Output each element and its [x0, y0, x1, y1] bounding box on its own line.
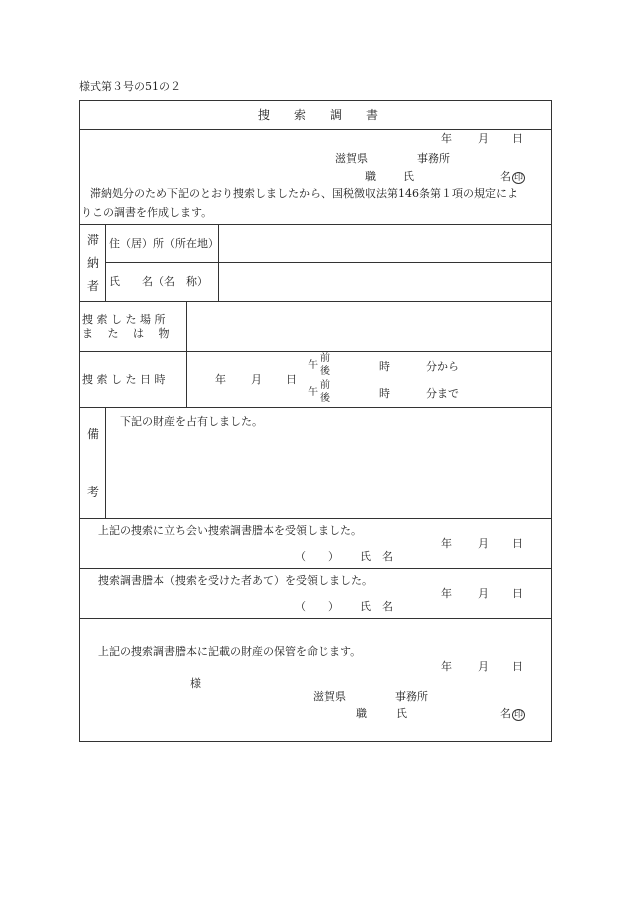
custody-date-year: 年 [441, 660, 452, 673]
seal-icon: 印 [514, 710, 524, 720]
datetime-label: 捜 索 し た 日 時 [82, 373, 166, 386]
issuer-name [500, 171, 525, 183]
search-report-form [79, 100, 552, 742]
searched-party-statement: 捜索調書謄本（捜索を受けた者あて）を受領しました。 [98, 574, 373, 587]
witness-date-day: 日 [512, 537, 523, 550]
start-from: 分から [426, 360, 459, 373]
header-date-day: 日 [512, 132, 523, 145]
witness-paren: （ ） [295, 550, 339, 563]
issuer-surname: 氏 [403, 170, 414, 183]
witness-date-year: 年 [441, 537, 452, 550]
place-divider [186, 301, 187, 407]
issuer-name-label: 名 [500, 170, 511, 183]
searched-party-date-day: 日 [512, 587, 523, 600]
datetime-section-divider [80, 407, 551, 408]
issuer-post: 職 [365, 170, 376, 183]
form-title: 捜 索 調 書 [258, 108, 379, 122]
remarks-label-bottom: 考 [86, 485, 99, 499]
title-divider [80, 129, 551, 130]
custody-office: 事務所 [395, 690, 428, 703]
statement-line-1: 滞納処分のため下記のとおり捜索しましたから、国税徴収法第146条第１項の規定によ [90, 187, 518, 200]
delinquent-section-divider [80, 301, 551, 302]
searched-party-paren: （ ） [295, 600, 339, 613]
datetime-year: 年 [215, 373, 226, 386]
custody-post: 職 [356, 707, 367, 720]
form-id: 様式第３号の51の２ [79, 80, 181, 93]
witness-date-month: 月 [478, 537, 489, 550]
header-date-month: 月 [478, 132, 489, 145]
place-section-divider [80, 351, 551, 352]
searched-party-date-month: 月 [478, 587, 489, 600]
seal-icon: 印 [514, 173, 524, 183]
delinquent-label-char-3: 者 [86, 279, 99, 293]
start-noon-char: 午 [308, 360, 318, 371]
place-label-line-1: 捜 索 し た 場 所 [82, 313, 166, 326]
searched-party-date-year: 年 [441, 587, 452, 600]
end-hour: 時 [379, 387, 390, 400]
delinquent-label-char-2: 納 [86, 256, 99, 270]
statement-line-2: りこの調書を作成します。 [81, 206, 213, 219]
remarks-text: 下記の財産を占有しました。 [120, 415, 263, 428]
delinquent-row-divider [105, 262, 551, 263]
custody-name [500, 708, 525, 720]
witness-statement: 上記の捜索に立ち会い捜索調書謄本を受領しました。 [98, 524, 362, 537]
custody-prefecture: 滋賀県 [313, 690, 346, 703]
custody-statement: 上記の捜索調書謄本に記載の財産の保管を命じます。 [98, 645, 362, 658]
searched-party-section-divider [80, 618, 551, 619]
name-label: 氏 名（名 称） [109, 275, 208, 288]
custody-honorific: 様 [190, 677, 201, 690]
custody-date-day: 日 [512, 660, 523, 673]
start-am-mark: 前 [320, 353, 330, 364]
header-date-year: 年 [441, 132, 452, 145]
witness-section-divider [80, 568, 551, 569]
end-am-mark: 前 [320, 380, 330, 391]
statement-divider [80, 224, 551, 225]
remarks-section-divider [80, 518, 551, 519]
custody-surname: 氏 [396, 707, 407, 720]
issuer-prefecture: 滋賀県 [335, 152, 368, 165]
delinquent-label-char-1: 滞 [86, 233, 99, 247]
end-noon-char: 午 [308, 387, 318, 398]
witness-name-label: 氏 名 [360, 550, 393, 563]
start-pm-mark: 後 [320, 366, 330, 377]
end-pm-mark: 後 [320, 393, 330, 404]
place-label-line-2: ま た は 物 [82, 327, 170, 340]
custody-date-month: 月 [478, 660, 489, 673]
datetime-month: 月 [251, 373, 262, 386]
datetime-day: 日 [286, 373, 297, 386]
address-label: 住（居）所（所在地） [109, 237, 219, 250]
remarks-label-top: 備 [86, 427, 99, 441]
end-until: 分まで [426, 387, 459, 400]
custody-name-label: 名 [500, 707, 511, 720]
start-hour: 時 [379, 360, 390, 373]
remarks-divider [105, 407, 106, 518]
issuer-office: 事務所 [417, 152, 450, 165]
searched-party-name-label: 氏 名 [360, 600, 393, 613]
